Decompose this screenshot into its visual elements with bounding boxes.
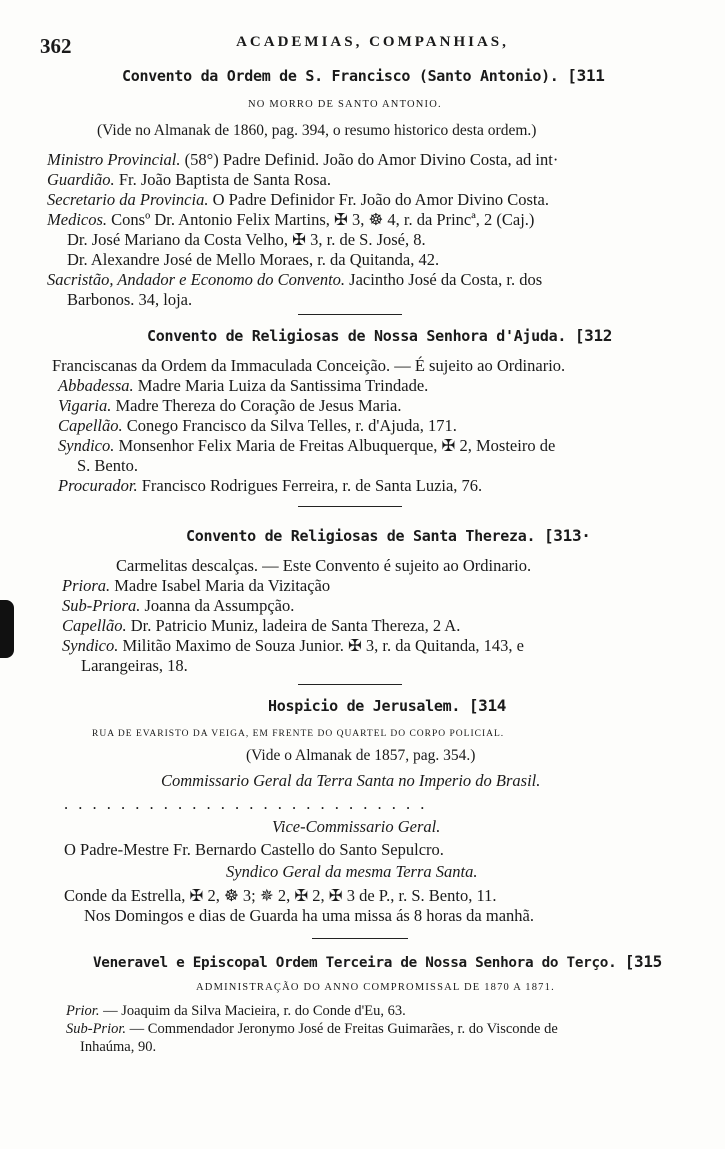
syndico-geral-label: Syndico Geral da mesma Terra Santa. (226, 862, 478, 881)
section-divider (298, 506, 402, 507)
entry-label: Prior. (66, 1003, 100, 1019)
entry-label: Guardião. (47, 170, 115, 189)
entry-text: Joanna da Assumpção. (140, 596, 295, 615)
entry-text: O Padre Definidor Fr. João do Amor Divino Costa. (208, 190, 549, 209)
entry-syndico (62, 636, 524, 656)
dot-leader: . . . . . . . . . . . . . . . . . . . . . . . . . . (64, 794, 428, 813)
entry-text: Conego Francisco da Silva Telles, r. d'Ajuda, 171. (122, 416, 457, 435)
entry-label: Syndico. (58, 436, 115, 455)
entry-secretario (47, 190, 549, 210)
commissario-geral: Commissario Geral da Terra Santa no Imperio do Brasil. (161, 771, 541, 790)
entry-text: Consº Dr. Antonio Felix Martins, ✠ 3, ☸ 4, r. da Princª, 2 (Caj.) (107, 210, 535, 229)
section-ref: [315 (624, 952, 663, 971)
syndico-geral-name: Conde da Estrella, ✠ 2, ☸ 3; ✵ 2, ✠ 2, ✠ 3 de P., r. S. Bento, 11. (64, 886, 497, 905)
entry-sub-prior (66, 1021, 558, 1038)
section-divider (312, 938, 408, 939)
entry-ministro (47, 150, 558, 170)
entry-franciscanas: Franciscanas da Ordem da Immaculada Conceição. — É sujeito ao Ordinario. (52, 356, 566, 375)
section-315-subtitle: ADMINISTRAÇÃO DO ANNO COMPROMISSAL DE 1870 A 1871. (196, 982, 555, 993)
entry-medico-3: Dr. Alexandre José de Mello Moraes, r. da Quitanda, 42. (67, 250, 440, 269)
section-divider (298, 684, 402, 685)
entry-label: Vigaria. (58, 396, 112, 415)
entry-label: Sub-Priora. (62, 596, 141, 615)
section-311-title (122, 66, 605, 86)
entry-text: Militão Maximo de Souza Junior. ✠ 3, r. da Quitanda, 143, e (118, 636, 525, 655)
entry-text: Jacintho José da Costa, r. dos (345, 270, 543, 289)
entry-syndico-cont: Larangeiras, 18. (81, 656, 188, 675)
section-divider (298, 314, 402, 315)
entry-prior (66, 1003, 406, 1020)
entry-priora (62, 576, 330, 596)
entry-label: Priora. (62, 576, 111, 595)
entry-syndico (58, 436, 555, 456)
vice-commissario-label: Vice-Commissario Geral. (272, 817, 441, 836)
entry-guardiao (47, 170, 331, 190)
entry-carmelitas: Carmelitas descalças. — Este Convento é sujeito ao Ordinario. (116, 556, 532, 575)
section-title-text: Convento da Ordem de S. Francisco (Santo Antonio). (122, 67, 559, 85)
entry-label: Syndico. (62, 636, 119, 655)
section-title-text: Convento de Religiosas de Nossa Senhora d'Ajuda. (147, 327, 567, 345)
section-title-text: Convento de Religiosas de Santa Thereza. (186, 527, 536, 545)
entry-syndico-cont: S. Bento. (77, 456, 138, 475)
entry-procurador (58, 476, 482, 496)
entry-label: Ministro Provincial. (47, 150, 181, 169)
entry-label: Abbadessa. (58, 376, 134, 395)
entry-label: Capellão. (58, 416, 123, 435)
domingos-note: Nos Domingos e dias de Guarda ha uma missa ás 8 horas da manhã. (84, 906, 534, 925)
section-311-note: (Vide no Almanak de 1860, pag. 394, o resumo historico desta ordem.) (97, 122, 537, 139)
entry-text: Dr. Patricio Muniz, ladeira de Santa Thereza, 2 A. (126, 616, 461, 635)
entry-capellao (58, 416, 457, 436)
section-ref: [311 (567, 66, 605, 85)
entry-sacristao-cont: Barbonos. 34, loja. (67, 290, 193, 309)
entry-vigaria (58, 396, 402, 416)
vice-commissario-name: O Padre-Mestre Fr. Bernardo Castello do Santo Sepulcro. (64, 840, 444, 859)
section-314-subtitle: RUA DE EVARISTO DA VEIGA, EM FRENTE DO QUARTEL DO CORPO POLICIAL. (92, 729, 505, 739)
section-314-title (268, 696, 506, 716)
section-315-title (93, 952, 662, 973)
entry-text: Fr. João Baptista de Santa Rosa. (114, 170, 332, 189)
entry-text: — Commendador Jeronymo José de Freitas Guimarães, r. do Visconde de (126, 1021, 558, 1037)
section-ref: [313· (543, 526, 591, 545)
section-314-note: (Vide o Almanak de 1857, pag. 354.) (246, 747, 476, 764)
entry-label: Procurador. (58, 476, 138, 495)
entry-label: Secretario da Provincia. (47, 190, 209, 209)
entry-label: Sacristão, Andador e Economo do Convento. (47, 270, 346, 289)
section-ref: [314 (468, 696, 507, 715)
entry-text: Madre Isabel Maria da Vizitação (110, 576, 331, 595)
entry-abbadessa (58, 376, 428, 396)
section-title-text: Hospicio de Jerusalem. (268, 697, 461, 715)
entry-text: Francisco Rodrigues Ferreira, r. de Santa Luzia, 76. (137, 476, 483, 495)
entry-sacristao (47, 270, 542, 290)
entry-capellao (62, 616, 460, 636)
entry-sub-priora (62, 596, 294, 616)
section-311-subtitle: NO MORRO DE SANTO ANTONIO. (248, 99, 442, 110)
scan-edge-mark (0, 600, 14, 658)
section-title-text: Veneravel e Episcopal Ordem Terceira de Nossa Senhora do Terço. (93, 955, 617, 971)
entry-text: (58°) Padre Definid. João do Amor Divino Costa, ad int· (180, 150, 559, 169)
entry-text: Madre Thereza do Coração de Jesus Maria. (111, 396, 402, 415)
entry-medico-2: Dr. José Mariano da Costa Velho, ✠ 3, r. de S. José, 8. (67, 230, 426, 249)
section-ref: [312 (574, 326, 613, 345)
entry-label: Capellão. (62, 616, 127, 635)
entry-text: Monsenhor Felix Maria de Freitas Albuquerque, ✠ 2, Mosteiro de (114, 436, 556, 455)
running-head: ACADEMIAS, COMPANHIAS, (236, 34, 509, 50)
entry-medicos (47, 210, 534, 230)
section-313-title (186, 526, 591, 546)
section-312-title (147, 326, 612, 346)
entry-sub-prior-cont: Inhaúma, 90. (80, 1039, 157, 1055)
entry-text: Madre Maria Luiza da Santissima Trindade. (133, 376, 429, 395)
entry-label: Medicos. (47, 210, 108, 229)
entry-text: — Joaquim da Silva Macieira, r. do Conde d'Eu, 63. (99, 1003, 406, 1019)
entry-label: Sub-Prior. (66, 1021, 127, 1037)
page-number: 362 (40, 34, 72, 58)
